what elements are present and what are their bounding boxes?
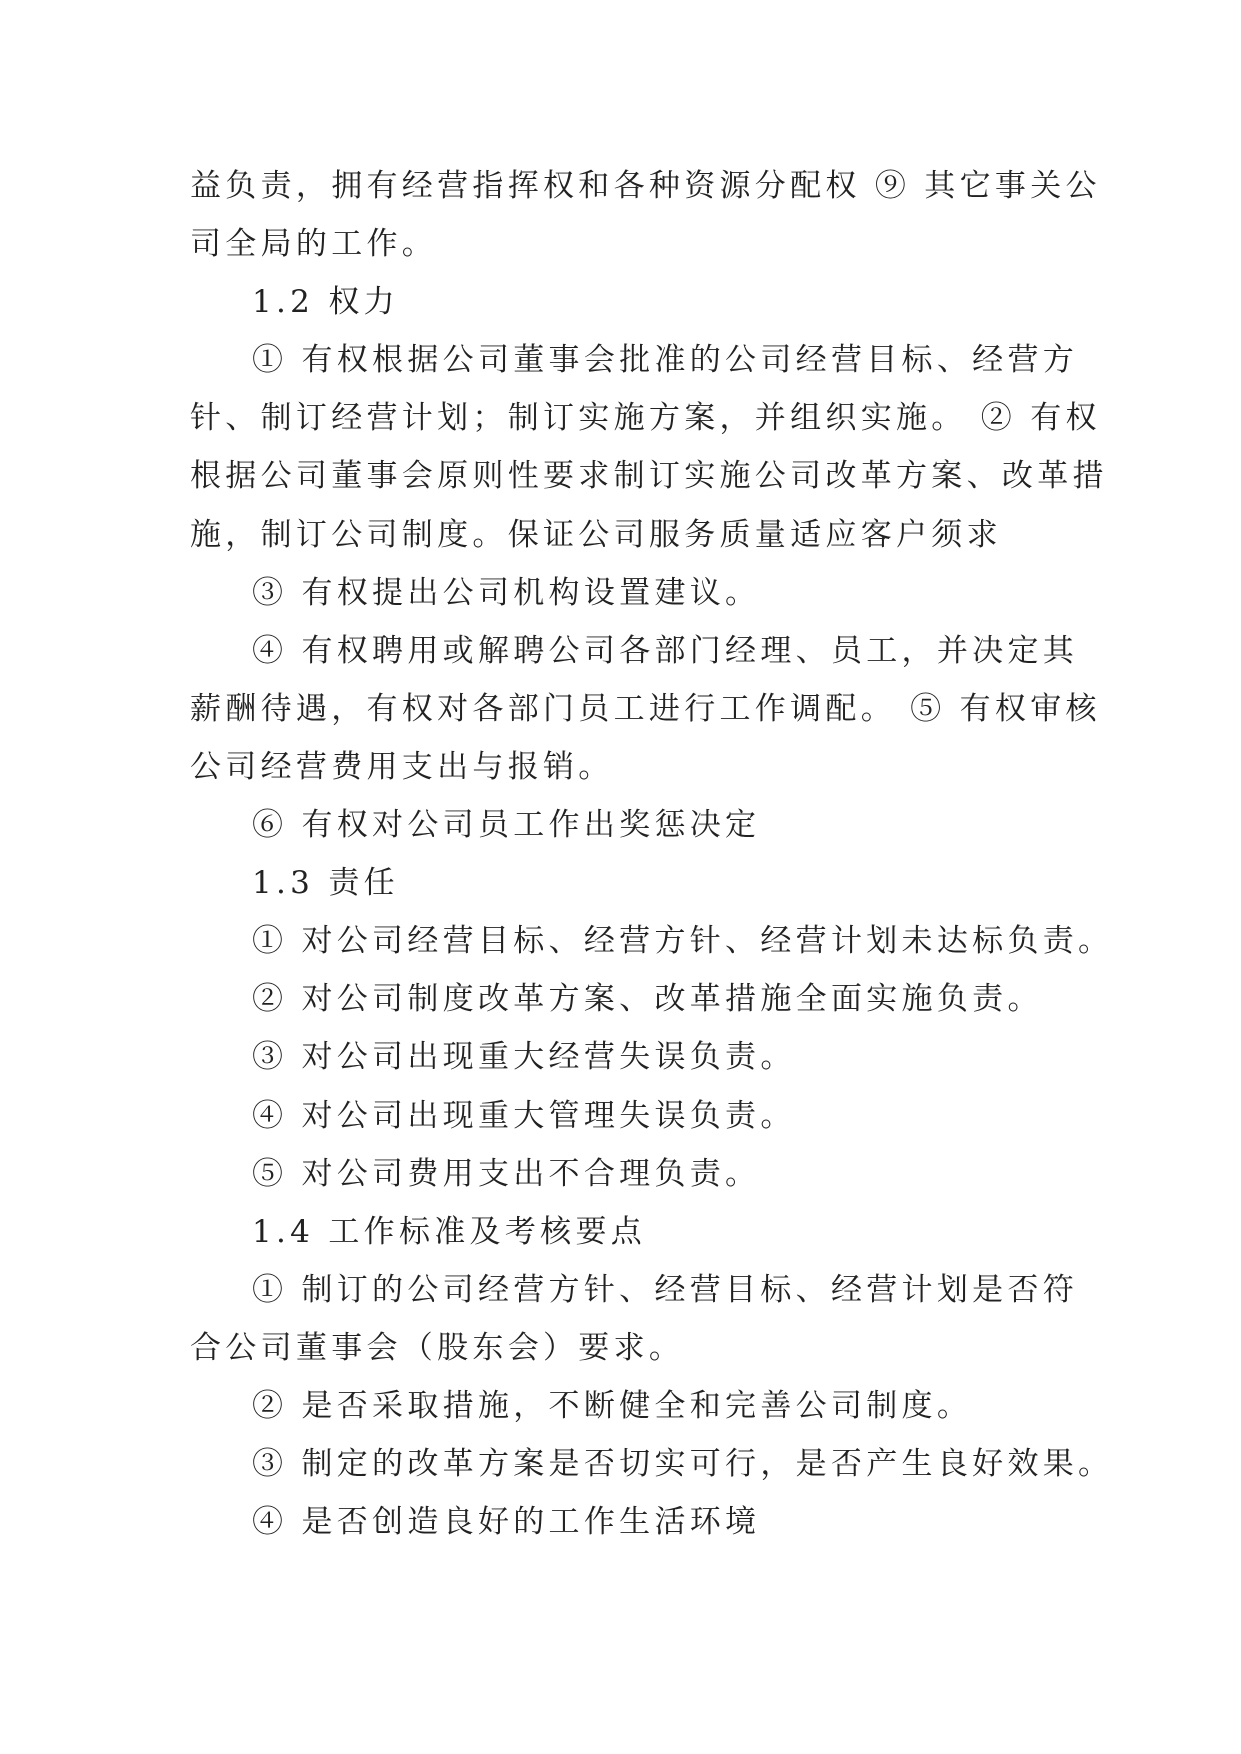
text-line: ⑥ 有权对公司员工作出奖惩决定: [252, 807, 761, 844]
text-line: ⑤ 对公司费用支出不合理负责。: [252, 1155, 761, 1192]
section-heading-1-2: [190, 273, 1070, 331]
text-line: 合公司董事会（股东会）要求。: [190, 1329, 685, 1366]
text-line: 公司经营费用支出与报销。: [190, 748, 614, 785]
paragraph-standards: [190, 1261, 1079, 1377]
list-item: [190, 912, 1114, 970]
list-item: [190, 1087, 1070, 1145]
text-line: ① 对公司经营目标、经营方针、经营计划未达标负责。: [252, 923, 1114, 960]
text-line: ② 对公司制度改革方案、改革措施全面实施负责。: [252, 981, 1043, 1018]
paragraph-powers: [190, 331, 1108, 563]
text-line: ① 制订的公司经营方针、经营目标、经营计划是否符: [252, 1271, 1079, 1308]
list-item: [190, 1493, 1070, 1551]
text-line: ④ 对公司出现重大管理失误负责。: [252, 1097, 796, 1134]
section-heading-text: 1.3 责任: [252, 865, 399, 902]
text-line: ② 是否采取措施，不断健全和完善公司制度。: [252, 1387, 973, 1424]
text-line: ③ 制定的改革方案是否切实可行，是否产生良好效果。: [252, 1446, 1114, 1483]
text-line: 针、制订经营计划；制订实施方案，并组织实施。 ② 有权: [190, 400, 1101, 437]
text-line: 益负责，拥有经营指挥权和各种资源分配权 ⑨ 其它事关公: [190, 168, 1101, 204]
text-line: ④ 是否创造良好的工作生活环境: [252, 1504, 761, 1541]
list-item: [190, 1145, 1070, 1203]
list-item: [190, 564, 1070, 622]
paragraph-hiring: [190, 622, 1101, 796]
text-line: 司全局的工作。: [190, 226, 438, 263]
text-line: 根据公司董事会原则性要求制订实施公司改革方案、改革措: [190, 458, 1108, 495]
text-line: ① 有权根据公司董事会批准的公司经营目标、经营方: [252, 342, 1079, 379]
list-item: [190, 1028, 1070, 1086]
section-heading-1-3: [190, 854, 1070, 912]
list-item: [190, 970, 1070, 1028]
text-line: 薪酬待遇，有权对各部门员工进行工作调配。 ⑤ 有权审核: [190, 690, 1101, 727]
text-line: 施，制订公司制度。保证公司服务质量适应客户须求: [190, 516, 1002, 553]
text-line: ③ 有权提出公司机构设置建议。: [252, 574, 761, 611]
document-body: [190, 157, 1114, 1551]
section-heading-text: 1.4 工作标准及考核要点: [252, 1213, 647, 1250]
text-line: ③ 对公司出现重大经营失误负责。: [252, 1039, 796, 1076]
text-line: ④ 有权聘用或解聘公司各部门经理、员工，并决定其: [252, 632, 1079, 669]
section-heading-1-4: [190, 1203, 1070, 1261]
list-item: [190, 1377, 1070, 1435]
paragraph-continued: [190, 157, 1101, 273]
list-item: [190, 796, 1070, 854]
list-item: [190, 1435, 1114, 1493]
section-heading-text: 1.2 权力: [252, 284, 399, 321]
